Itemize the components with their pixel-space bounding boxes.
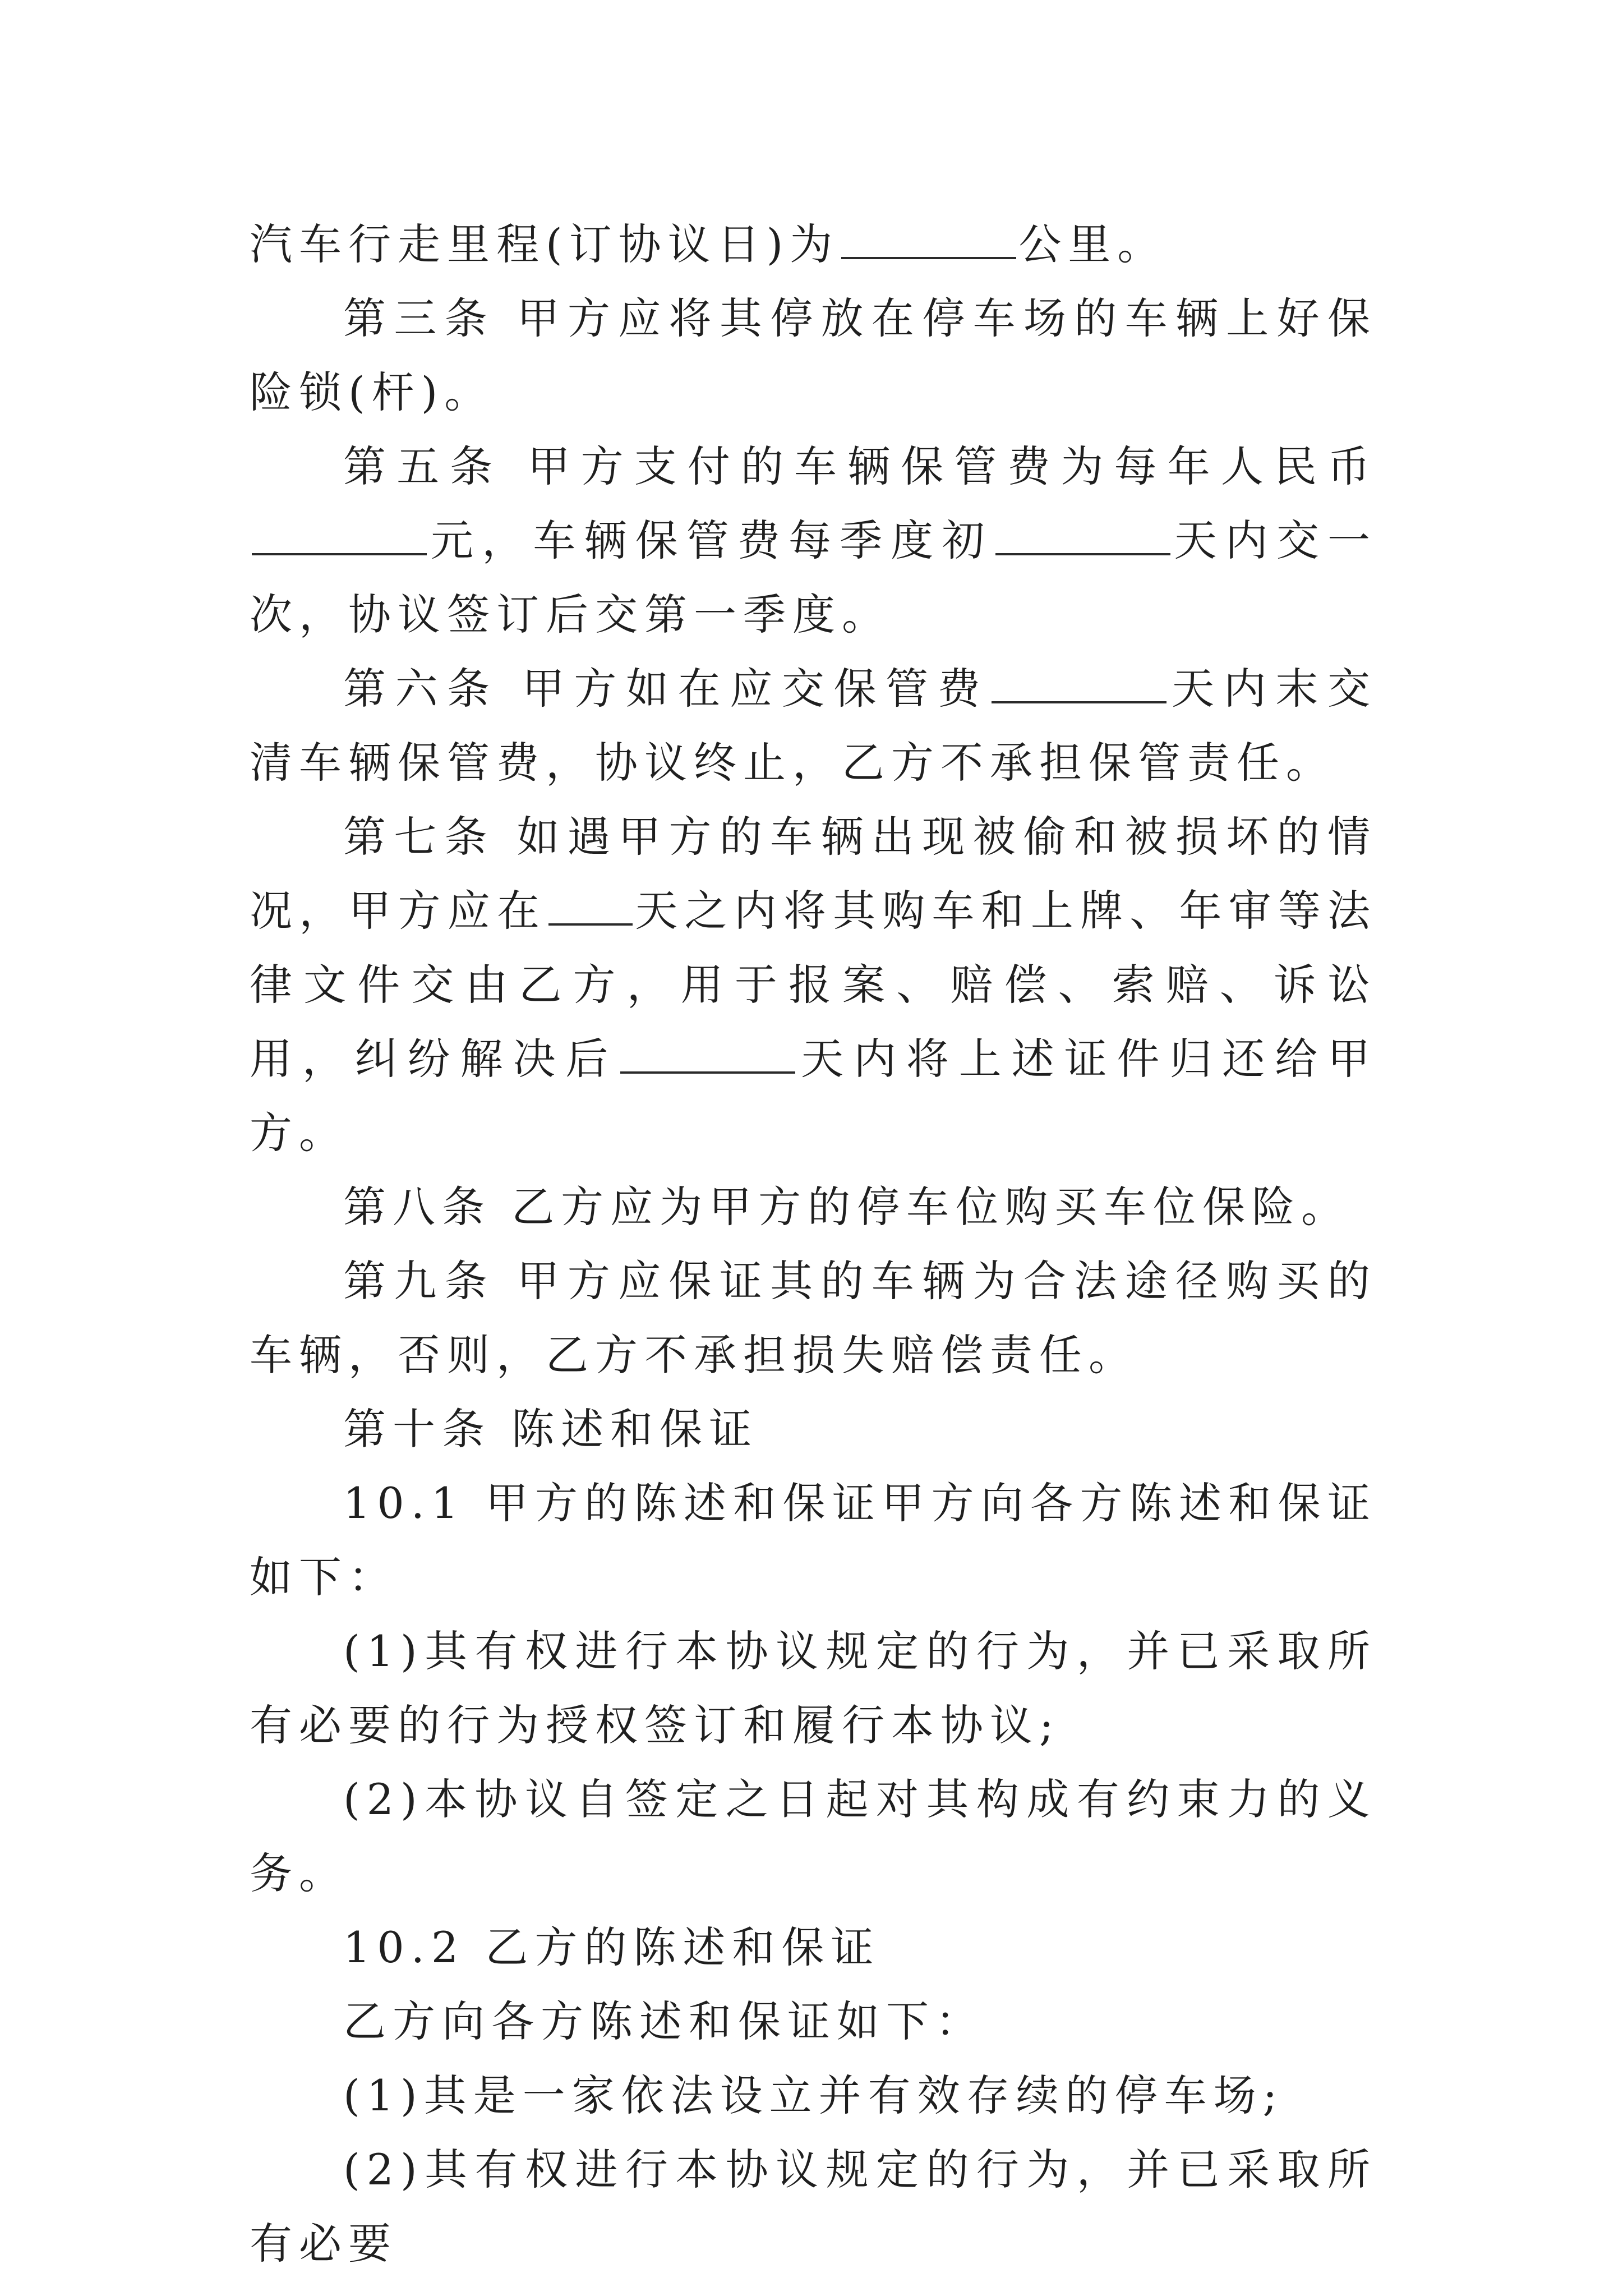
paragraph bbox=[250, 1985, 1377, 2059]
paragraph-text: 第七条 如遇甲方的车辆出现被偷和被损坏的情况，甲方应在 bbox=[250, 812, 1377, 936]
fill-in-blank bbox=[620, 1037, 795, 1074]
paragraph bbox=[250, 1392, 1377, 1466]
paragraph-text: 第八条 乙方应为甲方的停车位购买车位保险。 bbox=[343, 1182, 1351, 1232]
paragraph bbox=[250, 652, 1377, 800]
paragraph-text: 第五条 甲方支付的车辆保管费为每年人民币 bbox=[343, 441, 1377, 491]
paragraph-text: 第十条 陈述和保证 bbox=[343, 1404, 759, 1454]
paragraph bbox=[250, 1911, 1377, 1985]
paragraph-text: (2)其有权进行本协议规定的行为，并已采取所有必要 bbox=[250, 2145, 1377, 2269]
paragraph-text: 公里。 bbox=[1018, 219, 1167, 269]
paragraph bbox=[250, 1614, 1377, 1763]
paragraph-text: 天内末交清车辆保管费，协议终止，乙方不承担保管责任。 bbox=[250, 664, 1377, 788]
document-body bbox=[250, 208, 1377, 2281]
paragraph-text: 天内交一次，协议签订后交第一季度。 bbox=[250, 516, 1377, 639]
paragraph-text: 天之内将其购车和上牌、年审等法律文件交由乙方，用于报案、赔偿、索赔、诉讼用，纠纷解决后 bbox=[250, 886, 1377, 1084]
fill-in-blank bbox=[252, 518, 427, 555]
paragraph-text: 10.1 甲方的陈述和保证甲方向各方陈述和保证如下： bbox=[250, 1478, 1377, 1602]
paragraph-text: (1)其是一家依法设立并有效存续的停车场; bbox=[343, 2070, 1284, 2120]
paragraph-text: 第三条 甲方应将其停放在停车场的车辆上好保险锁(杆)。 bbox=[250, 293, 1377, 417]
paragraph-text: 10.2 乙方的陈述和保证 bbox=[343, 1922, 880, 1972]
paragraph-text: 汽车行走里程(订协议日)为 bbox=[250, 219, 840, 269]
paragraph bbox=[250, 1170, 1377, 1244]
paragraph-text: 天内将上述证件归还给甲方。 bbox=[250, 1034, 1377, 1158]
paragraph bbox=[250, 282, 1377, 430]
paragraph bbox=[250, 800, 1377, 1170]
fill-in-blank bbox=[995, 518, 1170, 555]
paragraph bbox=[250, 208, 1377, 282]
paragraph bbox=[250, 430, 1377, 652]
paragraph bbox=[250, 2059, 1377, 2133]
paragraph bbox=[250, 1244, 1377, 1392]
fill-in-blank bbox=[548, 889, 633, 926]
paragraph bbox=[250, 1466, 1377, 1614]
paragraph-text: (1)其有权进行本协议规定的行为，并已采取所有必要的行为授权签订和履行本协议; bbox=[250, 1626, 1377, 1750]
fill-in-blank bbox=[841, 222, 1016, 259]
paragraph-text: 元，车辆保管费每季度初 bbox=[429, 516, 993, 565]
paragraph-text: 乙方向各方陈述和保证如下： bbox=[343, 1996, 985, 2046]
paragraph-text: 第九条 甲方应保证其的车辆为合法途径购买的车辆，否则，乙方不承担损失赔偿责任。 bbox=[250, 1256, 1377, 1380]
paragraph-text: 第六条 甲方如在应交保管费 bbox=[343, 664, 990, 714]
paragraph bbox=[250, 2133, 1377, 2281]
paragraph bbox=[250, 1763, 1377, 1911]
paragraph-text: (2)本协议自签定之日起对其构成有约束力的义务。 bbox=[250, 1774, 1377, 1898]
fill-in-blank bbox=[992, 666, 1166, 703]
